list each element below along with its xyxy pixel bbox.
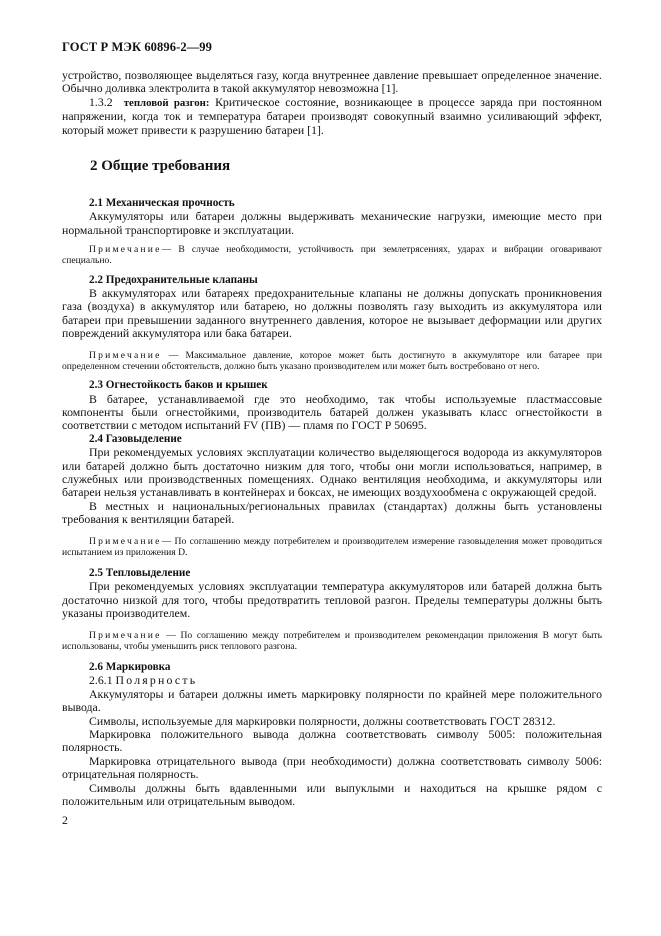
subsection-title-2-1: 2.1 Механическая прочность [89, 197, 235, 210]
note-text: — По соглашению между потребителем и производителем рекомендации приложения B могут быть использованы, чтобы уменьшить риск теплового разгона. [62, 629, 602, 652]
note-text: — В случае необходимости, устойчивость при землетрясениях, ударах и вибрации оговаривают специально. [62, 244, 602, 267]
marking-paragraph-2: Символы, используемые для маркировки полярности, должны соответствовать ГОСТ 28312. [89, 713, 556, 728]
marking-paragraph-1: Аккумуляторы и батареи должны иметь маркировку полярности по крайней мере положительного вывода. [62, 686, 602, 715]
note-label: Примечание [89, 535, 162, 547]
subsubsection-title: Полярность [115, 673, 198, 688]
definition-number: 1.3.2 [89, 94, 113, 109]
subsection-title-2-5: 2.5 Тепловыделение [89, 566, 191, 579]
definition-text: Критическое состояние, возникающее в процессе заряда при постоянном напряжении, когда ток и температура батареи производят совокупный взаимно усиливающий эффект, который может привести к разрушению батареи [1]. [62, 94, 602, 137]
definition-term: тепловой разгон: [123, 96, 210, 109]
subsection-text-2-2: В аккумуляторах или батареях предохранительные клапаны не должны допускать проникновения газа (воздуха) в аккумулятор или батарею, но должны позволять газу выходить из аккумулятора или батареи при превышении заданного внутреннего давления, которое не вызывает деформации или других повреждений аккумулятора или бака батареи. [62, 286, 602, 341]
running-title: ГОСТ Р МЭК 60896-2—99 [62, 40, 212, 54]
intro-paragraph: устройство, позволяющее выделяться газу, когда внутреннее давление превышает определенное значение. Обычно доливка электролита в такой аккумулятор невозможна [1]. [62, 68, 602, 96]
note-label: Примечание [89, 244, 162, 256]
note-label: Примечание [89, 629, 162, 641]
subsection-title-2-6: 2.6 Маркировка [89, 661, 171, 673]
marking-paragraph-5: Символы должны быть вдавленными или выпуклыми и находиться на крышке рядом с положительным или отрицательным выводом. [62, 780, 602, 809]
document-page [62, 40, 602, 828]
subsection-title-2-4: 2.4 Газовыделение [89, 432, 182, 445]
subsection-title-2-3: 2.3 Огнестойкость баков и крышек [89, 379, 268, 392]
subsubsection-heading-2-6-1 [62, 674, 602, 687]
note-text: — Максимальное давление, которое может быть достигнуто в аккумуляторе или батарее при определенном стечении обстоятельств, должно быть указано производителем или может быть востребовано от него. [62, 349, 602, 372]
definition-paragraph [62, 96, 602, 137]
subsection-title-2-2: 2.2 Предохранительные клапаны [89, 273, 258, 286]
section-title: 2 Общие требования [90, 158, 231, 175]
note-text: — По соглашению между потребителем и производителем измерение газовыделения может проводиться испытанием из приложения D. [62, 535, 602, 558]
marking-paragraph-3: Маркировка положительного вывода должна соответствовать символу 5005: положительная полярность. [62, 727, 602, 755]
subsection-text-2-4-b: В местных и национальных/региональных правилах (стандартах) должны быть установлены требования к вентиляции батарей. [62, 498, 602, 527]
subsection-text-2-5: При рекомендуемых условиях эксплуатации температура аккумуляторов или батарей должна быть достаточно низкой для того, чтобы предотвратить тепловой разгон. Пределы температуры должны быть указаны производителем. [62, 579, 602, 621]
note-2-4 [62, 536, 602, 558]
subsection-text-2-3: В батарее, устанавливаемой где это необходимо, так чтобы используемые пластмассовые компоненты были огнестойкими, производитель батарей должен указывать класс огнестойкости в соответствии с методом испытаний FV (ПВ) — пламя по ГОСТ Р 50695. [62, 391, 602, 433]
note-2-5 [62, 630, 602, 652]
note-label: Примечание [89, 349, 162, 361]
note-2-2 [62, 350, 602, 372]
subsection-text-2-1: Аккумуляторы или батареи должны выдерживать механические нагрузки, имеющие место при нормальной транспортировке и эксплуатации. [62, 209, 602, 237]
subsubsection-number: 2.6.1 [89, 673, 113, 688]
page-number: 2 [62, 813, 68, 828]
note-2-1 [62, 244, 602, 266]
marking-paragraph-4: Маркировка отрицательного вывода (при необходимости) должна соответствовать символу 5006: отрицательная полярность. [62, 753, 602, 782]
subsection-text-2-4-a: При рекомендуемых условиях эксплуатации количество выделяющегося водорода из аккумуляторов или батарей должно быть достаточно низким для того, чтобы они могли использоваться, например, в служебных или производственных помещениях. Однако вентиляция необходима, и аккумуляторы или батареи нельзя устанавливать в контейнерах и боксах, не имеющих воздухообмена с окружающей средой. [62, 445, 602, 500]
